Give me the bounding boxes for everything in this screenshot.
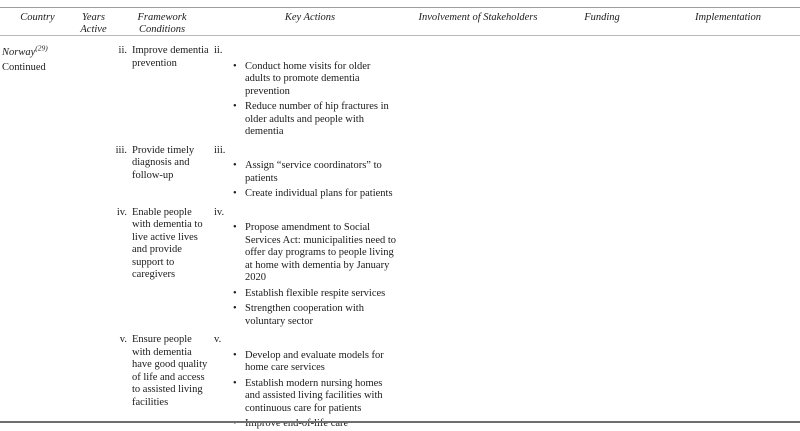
framework-condition-numeral: iii. [115, 144, 127, 156]
framework-condition-text: Enable people with dementia to live active lives and provide support to caregivers [132, 206, 203, 280]
col-header-key-actions [212, 12, 408, 36]
col-header-years-active-line1: Years [82, 12, 105, 23]
col-header-key-actions-label: Key Actions [284, 12, 336, 23]
implementation-cell-empty [656, 45, 800, 145]
key-actions-iii [212, 145, 408, 201]
key-actions-numeral: ii. [214, 45, 223, 56]
country-name-text: Norway [2, 47, 36, 58]
framework-condition-numeral: iv. [116, 206, 127, 218]
years-active-cell-empty [75, 45, 112, 145]
col-header-implementation-label: Implementation [695, 12, 761, 23]
framework-condition-iii [112, 145, 212, 201]
col-header-framework-conditions [112, 12, 212, 36]
col-header-stakeholders-label: Involvement of Stakeholders [418, 12, 538, 23]
framework-condition-text: Improve dementia prevention [132, 45, 209, 69]
key-actions-ii [212, 45, 408, 139]
key-action-item [233, 101, 408, 139]
key-action-item [233, 288, 408, 301]
col-header-country [0, 12, 75, 36]
col-header-involvement-of-stakeholders [408, 12, 548, 36]
key-action-item [233, 188, 408, 201]
bullet-icon: • [233, 160, 237, 171]
key-actions-numeral: v. [214, 334, 222, 345]
country-continued-note: Continued [2, 62, 46, 73]
key-action-text: Strengthen cooperation with voluntary sector [245, 303, 364, 327]
table-top-rule [0, 7, 800, 8]
key-action-text: Improve end-of-life care [245, 418, 349, 429]
funding-cell-empty [548, 45, 656, 145]
key-action-text: Reduce number of hip fractures in older adults and people with dementia [245, 101, 389, 137]
key-actions-numeral: iv. [214, 206, 225, 218]
col-header-funding [548, 12, 656, 36]
bullet-icon: • [233, 303, 237, 314]
bullet-icon: • [233, 60, 237, 72]
framework-condition-numeral: v. [119, 334, 127, 345]
key-action-text: Conduct home visits for older adults to promote dementia prevention [245, 60, 371, 97]
key-action-text: Create individual plans for patients [245, 188, 393, 199]
table-header-bottom-rule [0, 35, 800, 36]
key-action-item [233, 222, 408, 285]
col-header-funding-label: Funding [584, 12, 620, 23]
key-action-text: Establish modern nursing homes and assisted living facilities with continuous care for patients [245, 377, 383, 414]
involvement-of-stakeholders-cell-empty [408, 45, 548, 145]
framework-condition-v [112, 334, 212, 431]
col-header-framework-line2: Conditions [138, 24, 186, 35]
col-header-years-active [75, 12, 112, 36]
bullet-icon: • [233, 418, 237, 429]
key-actions-numeral: iii. [214, 144, 226, 156]
key-action-item [233, 418, 408, 431]
bullet-icon: • [233, 349, 237, 361]
country-citation-ref: (29) [35, 43, 48, 53]
framework-condition-iv [112, 207, 212, 329]
framework-condition-ii [112, 45, 212, 139]
key-action-item [233, 160, 408, 185]
col-header-country-label: Country [20, 12, 55, 23]
key-action-text: Assign “service coordinators” to patients [245, 160, 382, 184]
key-action-text: Establish flexible respite services [245, 287, 386, 299]
col-header-implementation [656, 12, 800, 36]
key-action-text: Develop and evaluate models for home care services [245, 349, 384, 373]
key-action-item [233, 303, 408, 328]
key-actions-v [212, 334, 408, 431]
key-action-text: Propose amendment to Social Services Act: municipalities need to offer day programs to people living at home with dementia by January 2020 [245, 222, 397, 283]
country-cell [0, 45, 75, 145]
framework-condition-text: Ensure people with dementia have good quality of life and access to assisted living facilities [132, 334, 208, 408]
table-header-row [0, 12, 800, 36]
table-body-row-norway-continued [0, 45, 800, 431]
bullet-icon: • [233, 188, 237, 199]
col-header-framework-line1: Framework [137, 12, 187, 23]
key-actions-iv [212, 207, 408, 329]
framework-condition-text: Provide timely diagnosis and follow-up [132, 144, 195, 181]
table-bottom-rule [0, 421, 800, 423]
bullet-icon: • [233, 377, 237, 389]
bullet-icon: • [233, 287, 237, 299]
key-action-item [233, 61, 408, 99]
framework-condition-numeral: ii. [118, 45, 127, 56]
col-header-years-active-line2: Active [80, 24, 107, 35]
bullet-icon: • [233, 101, 237, 112]
country-name [2, 45, 75, 60]
bullet-icon: • [233, 222, 237, 233]
key-action-item [233, 350, 408, 375]
key-action-item [233, 378, 408, 416]
